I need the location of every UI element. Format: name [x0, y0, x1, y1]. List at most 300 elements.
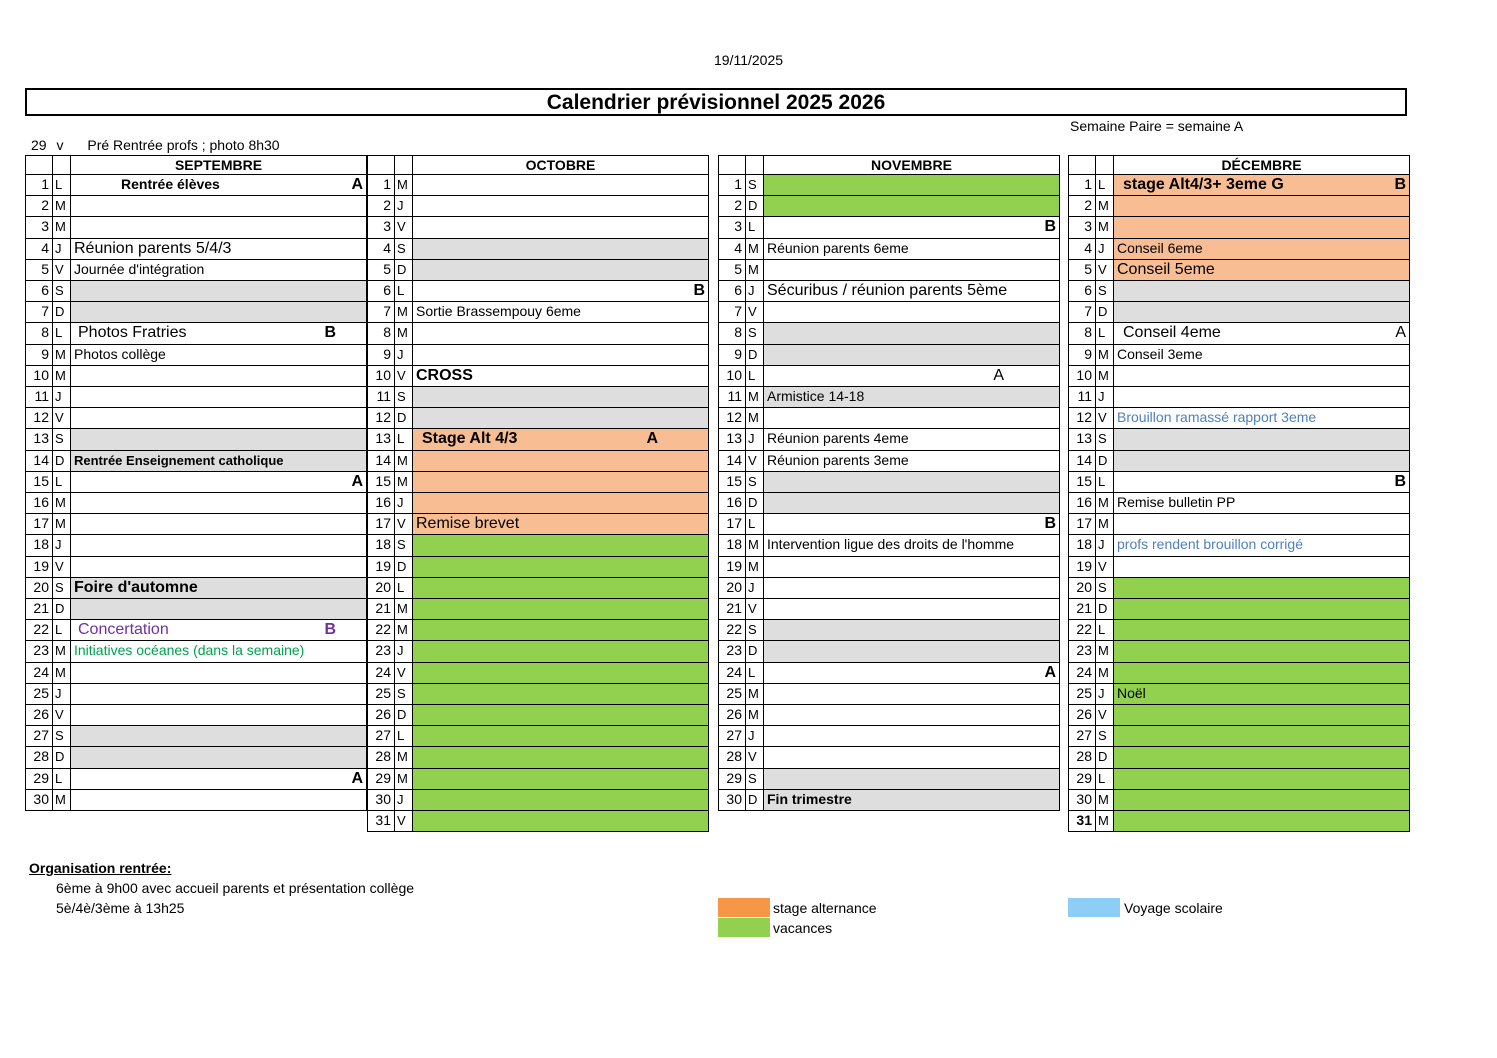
week-marker: A: [646, 430, 658, 448]
day-event-cell: [70, 768, 367, 790]
day-event-cell: [1113, 789, 1410, 811]
day-number: 23: [25, 640, 53, 662]
day-event-cell: [1113, 746, 1410, 768]
day-letter: V: [745, 746, 764, 768]
day-letter: D: [394, 407, 413, 429]
day-letter: D: [394, 556, 413, 578]
day-number: 19: [367, 556, 395, 578]
day-number: 20: [25, 577, 53, 599]
day-number: 13: [718, 428, 746, 450]
day-number: 31: [1068, 810, 1096, 832]
day-number: 28: [718, 746, 746, 768]
day-number: 16: [718, 492, 746, 514]
day-event-cell: [763, 386, 1060, 408]
day-number: 2: [25, 195, 53, 217]
day-event-text: Foire d'automne: [74, 578, 198, 596]
day-letter: D: [52, 301, 71, 323]
day-number: 10: [718, 365, 746, 387]
day-number: 30: [25, 789, 53, 811]
day-number: 24: [718, 662, 746, 684]
day-number: 11: [367, 386, 395, 408]
day-number: 16: [25, 492, 53, 514]
day-letter: M: [52, 344, 71, 366]
day-letter: M: [745, 556, 764, 578]
day-number: 10: [367, 365, 395, 387]
day-letter: V: [52, 259, 71, 281]
day-event-cell: [763, 746, 1060, 768]
day-event-text: CROSS: [416, 366, 473, 384]
day-letter: M: [1095, 513, 1114, 535]
day-letter: L: [745, 662, 764, 684]
day-event-cell: [1113, 768, 1410, 790]
week-parity-note: Semaine Paire = semaine A: [1070, 118, 1244, 134]
day-letter: D: [1095, 598, 1114, 620]
day-letter: D: [1095, 301, 1114, 323]
day-number: 17: [367, 513, 395, 535]
day-letter: M: [1095, 344, 1114, 366]
day-event-cell: [412, 322, 709, 344]
day-letter: J: [745, 577, 764, 599]
day-event-cell: [70, 195, 367, 217]
day-letter: J: [1095, 386, 1114, 408]
week-marker: A: [1044, 663, 1056, 681]
day-event-cell: [412, 534, 709, 556]
day-event-text: Noël: [1117, 684, 1146, 701]
day-letter: L: [1095, 619, 1114, 641]
month-header-num-cell: [367, 155, 395, 175]
month-header: DÉCEMBRE: [1113, 155, 1410, 175]
day-number: 23: [1068, 640, 1096, 662]
pre-rentree-text: Pré Rentrée profs ; photo 8h30: [87, 137, 280, 153]
day-event-cell: [1113, 216, 1410, 238]
day-event-cell: [412, 238, 709, 260]
print-date: 19/11/2025: [713, 52, 784, 68]
day-event-cell: [412, 386, 709, 408]
day-number: 5: [25, 259, 53, 281]
day-event-cell: [1113, 471, 1410, 493]
day-event-cell: [1113, 280, 1410, 302]
day-number: 28: [367, 746, 395, 768]
day-letter: M: [745, 704, 764, 726]
day-number: 29: [367, 768, 395, 790]
day-letter: M: [52, 195, 71, 217]
day-number: 11: [25, 386, 53, 408]
day-event-cell: [1113, 238, 1410, 260]
day-event-cell: [412, 174, 709, 196]
day-letter: D: [52, 450, 71, 472]
day-event-cell: [763, 450, 1060, 472]
day-event-cell: [412, 492, 709, 514]
day-letter: M: [745, 683, 764, 705]
day-letter: V: [1095, 704, 1114, 726]
day-number: 7: [1068, 301, 1096, 323]
day-letter: L: [52, 471, 71, 493]
day-event-cell: [412, 259, 709, 281]
day-event-cell: [763, 704, 1060, 726]
day-event-cell: [1113, 619, 1410, 641]
day-letter: V: [394, 513, 413, 535]
day-event-cell: [412, 280, 709, 302]
day-number: 21: [25, 598, 53, 620]
day-number: 12: [1068, 407, 1096, 429]
day-letter: S: [52, 280, 71, 302]
day-event-cell: [70, 322, 367, 344]
day-event-text: Armistice 14-18: [767, 388, 865, 404]
day-event-cell: [1113, 556, 1410, 578]
week-marker: B: [1044, 515, 1056, 533]
day-event-text: Rentrée Enseignement catholique: [74, 452, 284, 468]
day-number: 6: [25, 280, 53, 302]
day-event-cell: [763, 683, 1060, 705]
day-number: 17: [718, 513, 746, 535]
day-letter: V: [52, 556, 71, 578]
day-event-text: Réunion parents 4eme: [767, 430, 909, 447]
day-letter: M: [1095, 365, 1114, 387]
day-number: 8: [25, 322, 53, 344]
day-event-text: Conseil 6eme: [1117, 239, 1203, 256]
day-number: 3: [367, 216, 395, 238]
day-number: 26: [367, 704, 395, 726]
day-number: 18: [25, 534, 53, 556]
day-number: 16: [1068, 492, 1096, 514]
day-letter: D: [1095, 746, 1114, 768]
organisation-line-1: 6ème à 9h00 avec accueil parents et présentation collège: [56, 880, 415, 896]
day-letter: S: [394, 683, 413, 705]
day-number: 14: [718, 450, 746, 472]
day-number: 29: [718, 768, 746, 790]
day-number: 5: [367, 259, 395, 281]
day-letter: L: [394, 725, 413, 747]
day-letter: S: [52, 725, 71, 747]
day-letter: M: [1095, 216, 1114, 238]
day-event-cell: [412, 683, 709, 705]
day-letter: M: [745, 534, 764, 556]
day-event-cell: [1113, 683, 1410, 705]
legend-voyage-swatch: [1068, 898, 1120, 917]
day-event-text: Conseil 3eme: [1117, 345, 1203, 362]
page-title: Calendrier prévisionnel 2025 2026: [25, 88, 1407, 116]
day-letter: M: [52, 492, 71, 514]
day-event-cell: [763, 789, 1060, 811]
day-event-cell: [70, 683, 367, 705]
pre-rentree-letter: v: [56, 137, 64, 153]
day-event-cell: [412, 216, 709, 238]
day-number: 22: [25, 619, 53, 641]
day-event-cell: [763, 365, 1060, 387]
day-number: 9: [367, 344, 395, 366]
day-letter: J: [394, 640, 413, 662]
day-number: 7: [367, 301, 395, 323]
day-letter: J: [745, 725, 764, 747]
day-event-cell: [70, 428, 367, 450]
day-number: 17: [25, 513, 53, 535]
day-number: 22: [718, 619, 746, 641]
month-header-letter-cell: [394, 155, 413, 175]
day-letter: J: [394, 492, 413, 514]
day-letter: J: [1095, 534, 1114, 556]
day-number: 19: [718, 556, 746, 578]
day-letter: J: [394, 789, 413, 811]
month-header-letter-cell: [745, 155, 764, 175]
day-event-cell: [763, 471, 1060, 493]
day-number: 4: [1068, 238, 1096, 260]
day-event-cell: [412, 598, 709, 620]
day-letter: L: [394, 577, 413, 599]
day-letter: M: [1095, 662, 1114, 684]
month-header: SEPTEMBRE: [70, 155, 367, 175]
day-event-cell: [763, 619, 1060, 641]
day-number: 6: [1068, 280, 1096, 302]
day-letter: M: [745, 407, 764, 429]
day-number: 21: [367, 598, 395, 620]
day-event-text: Photos Fratries: [78, 324, 187, 342]
day-number: 1: [367, 174, 395, 196]
day-number: 8: [718, 322, 746, 344]
month-header-letter-cell: [52, 155, 71, 175]
day-number: 24: [25, 662, 53, 684]
day-event-cell: [1113, 577, 1410, 599]
day-letter: D: [52, 746, 71, 768]
day-number: 8: [367, 322, 395, 344]
day-event-cell: [763, 280, 1060, 302]
day-event-text: Réunion parents 3eme: [767, 451, 909, 468]
day-number: 25: [367, 683, 395, 705]
day-event-cell: [763, 174, 1060, 196]
legend-voyage-label: Voyage scolaire: [1124, 900, 1223, 916]
week-marker: A: [351, 176, 363, 193]
day-number: 20: [718, 577, 746, 599]
day-event-cell: [412, 365, 709, 387]
day-number: 1: [718, 174, 746, 196]
day-number: 15: [718, 471, 746, 493]
day-event-cell: [70, 259, 367, 281]
day-number: 12: [25, 407, 53, 429]
day-event-cell: [70, 746, 367, 768]
day-letter: S: [745, 174, 764, 196]
day-number: 10: [1068, 365, 1096, 387]
day-letter: D: [1095, 450, 1114, 472]
day-letter: V: [52, 704, 71, 726]
day-letter: M: [52, 662, 71, 684]
day-event-cell: [70, 598, 367, 620]
day-letter: M: [1095, 789, 1114, 811]
day-event-text: Intervention ligue des droits de l'homme: [767, 536, 1015, 553]
day-letter: L: [52, 619, 71, 641]
pre-rentree-note: [31, 137, 280, 153]
day-letter: S: [394, 534, 413, 556]
day-number: 25: [1068, 683, 1096, 705]
day-letter: M: [1095, 492, 1114, 514]
day-letter: M: [745, 259, 764, 281]
day-event-cell: [412, 619, 709, 641]
day-event-cell: [1113, 810, 1410, 832]
week-marker: B: [1394, 176, 1406, 193]
day-letter: D: [394, 259, 413, 281]
day-letter: J: [1095, 683, 1114, 705]
day-event-text: Sécuribus / réunion parents 5ème: [767, 282, 1008, 299]
day-letter: J: [1095, 238, 1114, 260]
day-event-cell: [412, 195, 709, 217]
day-event-cell: [763, 322, 1060, 344]
day-letter: D: [745, 789, 764, 811]
day-letter: L: [394, 428, 413, 450]
week-marker: B: [324, 324, 336, 342]
day-number: 30: [1068, 789, 1096, 811]
day-event-cell: [1113, 195, 1410, 217]
legend-vacances-label: vacances: [773, 920, 833, 936]
day-event-cell: [1113, 322, 1410, 344]
day-number: 12: [718, 407, 746, 429]
day-event-cell: [70, 725, 367, 747]
day-number: 5: [718, 259, 746, 281]
day-letter: S: [1095, 577, 1114, 599]
day-number: 17: [1068, 513, 1096, 535]
month-header-num-cell: [1068, 155, 1096, 175]
day-event-cell: [763, 407, 1060, 429]
organisation-line-2: 5è/4è/3ème à 13h25: [56, 900, 185, 916]
day-event-cell: [412, 344, 709, 366]
day-event-cell: [70, 640, 367, 662]
legend-stage-swatch: [718, 898, 770, 917]
day-letter: J: [52, 683, 71, 705]
day-number: 25: [25, 683, 53, 705]
day-letter: V: [394, 662, 413, 684]
day-event-text: Réunion parents 5/4/3: [74, 239, 232, 257]
day-event-cell: [412, 768, 709, 790]
day-event-cell: [412, 746, 709, 768]
day-event-cell: [70, 492, 367, 514]
day-number: 13: [1068, 428, 1096, 450]
day-letter: D: [745, 492, 764, 514]
day-number: 2: [1068, 195, 1096, 217]
day-event-cell: [412, 428, 709, 450]
day-letter: M: [394, 598, 413, 620]
day-event-cell: [412, 810, 709, 832]
day-letter: M: [1095, 640, 1114, 662]
day-number: 3: [718, 216, 746, 238]
day-letter: M: [745, 238, 764, 260]
day-event-cell: [412, 577, 709, 599]
day-number: 21: [718, 598, 746, 620]
day-event-cell: [1113, 662, 1410, 684]
day-event-cell: [1113, 598, 1410, 620]
day-letter: M: [394, 174, 413, 196]
day-letter: M: [394, 768, 413, 790]
day-number: 7: [718, 301, 746, 323]
day-event-cell: [763, 640, 1060, 662]
day-event-cell: [763, 598, 1060, 620]
day-letter: L: [745, 513, 764, 535]
day-letter: V: [745, 598, 764, 620]
day-number: 4: [367, 238, 395, 260]
day-letter: D: [745, 640, 764, 662]
day-event-cell: [70, 301, 367, 323]
day-number: 31: [367, 810, 395, 832]
day-number: 14: [25, 450, 53, 472]
day-event-cell: [763, 556, 1060, 578]
day-event-cell: [1113, 301, 1410, 323]
day-number: 22: [367, 619, 395, 641]
day-letter: S: [52, 577, 71, 599]
day-event-cell: [70, 789, 367, 811]
day-event-text: Concertation: [78, 621, 169, 639]
day-event-cell: [763, 662, 1060, 684]
day-event-cell: [1113, 513, 1410, 535]
day-letter: L: [1095, 768, 1114, 790]
week-marker: B: [693, 282, 705, 299]
day-letter: M: [745, 386, 764, 408]
day-letter: L: [52, 768, 71, 790]
day-event-cell: [763, 301, 1060, 323]
day-number: 25: [718, 683, 746, 705]
day-event-cell: [70, 174, 367, 196]
day-number: 30: [367, 789, 395, 811]
day-event-cell: [1113, 428, 1410, 450]
day-number: 5: [1068, 259, 1096, 281]
day-event-cell: [763, 195, 1060, 217]
day-letter: M: [394, 471, 413, 493]
day-number: 19: [25, 556, 53, 578]
day-event-cell: [1113, 407, 1410, 429]
day-event-cell: [763, 577, 1060, 599]
day-number: 9: [718, 344, 746, 366]
day-letter: D: [394, 704, 413, 726]
day-number: 14: [367, 450, 395, 472]
day-letter: M: [394, 746, 413, 768]
day-event-cell: [70, 344, 367, 366]
day-number: 26: [718, 704, 746, 726]
day-letter: D: [745, 195, 764, 217]
day-number: 20: [1068, 577, 1096, 599]
day-event-cell: [70, 662, 367, 684]
day-event-cell: [412, 725, 709, 747]
day-event-cell: [70, 386, 367, 408]
day-letter: D: [745, 344, 764, 366]
day-event-cell: [763, 513, 1060, 535]
day-event-cell: [70, 450, 367, 472]
day-event-text: Photos collège: [74, 345, 166, 362]
day-event-cell: [763, 238, 1060, 260]
day-event-cell: [1113, 386, 1410, 408]
day-number: 23: [718, 640, 746, 662]
day-number: 11: [718, 386, 746, 408]
pre-rentree-day: 29: [31, 137, 47, 153]
day-event-cell: [70, 513, 367, 535]
day-number: 4: [25, 238, 53, 260]
day-letter: L: [745, 216, 764, 238]
day-event-cell: [763, 725, 1060, 747]
day-letter: V: [52, 407, 71, 429]
day-number: 29: [1068, 768, 1096, 790]
day-letter: M: [394, 450, 413, 472]
day-event-cell: [1113, 640, 1410, 662]
day-event-cell: [1113, 704, 1410, 726]
day-event-cell: [763, 344, 1060, 366]
day-event-cell: [70, 238, 367, 260]
day-event-text: Sortie Brassempouy 6eme: [416, 303, 581, 320]
day-number: 6: [367, 280, 395, 302]
day-number: 24: [367, 662, 395, 684]
day-event-text: Remise bulletin PP: [1117, 494, 1236, 510]
day-event-cell: [70, 216, 367, 238]
day-event-cell: [70, 471, 367, 493]
day-letter: L: [1095, 174, 1114, 196]
legend-vacances-swatch: [718, 918, 770, 937]
day-number: 27: [25, 725, 53, 747]
week-marker: A: [351, 472, 363, 490]
day-event-cell: [1113, 534, 1410, 556]
day-event-text: stage Alt4/3+ 3eme G: [1123, 176, 1284, 193]
